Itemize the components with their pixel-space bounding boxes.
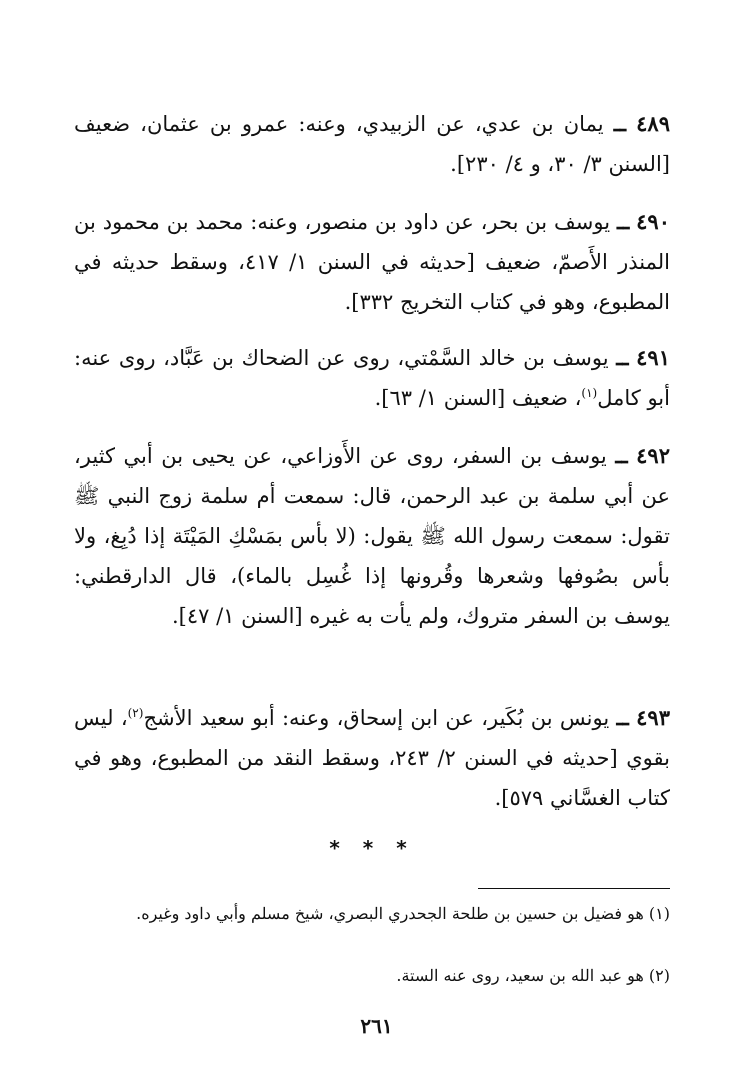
entry-number: ٤٩٢ xyxy=(636,443,670,468)
entry-number: ٤٨٩ xyxy=(636,111,670,136)
entry-text-tail: ، ضعيف [السنن ١/ ٦٣]. xyxy=(374,386,582,410)
footnote-ref[interactable]: (٢) xyxy=(127,706,144,720)
entry-text-tail: ، ليس بقوي [حديثه في السنن ٢/ ٢٤٣، وسقط النقد من المطبوع، وهو في كتاب الغسَّاني ٥٧٩]. xyxy=(74,706,670,810)
footnote-marker: (٢) xyxy=(648,966,670,985)
entry-dash: ــ xyxy=(613,111,627,136)
entry-492 xyxy=(74,436,670,636)
entry-dash: ــ xyxy=(616,345,629,370)
entry-text: يمان بن عدي، عن الزبيدي، وعنه: عمرو بن عثمان، ضعيف [السنن ٣/ ٣٠، و ٤/ ٢٣٠]. xyxy=(74,112,670,176)
footnote-ref[interactable]: (١) xyxy=(581,386,598,400)
entry-text: يونس بن بُكَير، عن ابن إسحاق، وعنه: أبو سعيد الأشج xyxy=(143,706,610,730)
entry-number: ٤٩١ xyxy=(636,345,670,370)
footnote-text: هو عبد الله بن سعيد، روى عنه الستة. xyxy=(396,966,644,985)
footnote-divider xyxy=(478,888,670,889)
entry-text: يوسف بن السفر، روى عن الأَوزاعي، عن يحيى بن أبي كثير، عن أبي سلمة بن عبد الرحمن، قال: سمعت أم سلمة زوج النبي ﷺ تقول: سمعت رسول الله ﷺ يقول: (لا بأس بمَسْكِ المَيْتَة إذا دُبِغ، ولا بأس بصُوفها وشعرها وقُرونها إذا غُسِل بالماء)، قال الدارقطني: يوسف بن السفر متروك، ولم يأت به غيره [السنن ١/ ٤٧]. xyxy=(74,444,670,628)
entry-493 xyxy=(74,698,670,818)
entry-dash: ــ xyxy=(615,443,628,468)
footnote-1 xyxy=(74,898,670,929)
section-separator: * * * xyxy=(329,836,415,860)
entry-text: يوسف بن بحر، عن داود بن منصور، وعنه: محمد بن محمود بن المنذر الأَصمّ، ضعيف [حديثه في السنن ١/ ٤١٧، وسقط حديثه في المطبوع، وهو في كتاب التخريج ٣٣٢]. xyxy=(74,210,670,314)
footnote-text: هو فضيل بن حسين بن طلحة الجحدري البصري، شيخ مسلم وأبي داود وغيره. xyxy=(136,904,644,923)
entry-489 xyxy=(74,104,670,184)
entry-491 xyxy=(74,338,670,418)
entry-490 xyxy=(74,202,670,322)
entry-number: ٤٩٣ xyxy=(636,705,670,730)
entry-text: يوسف بن خالد السَّمْتي، روى عن الضحاك بن عَبَّاد، روى عنه: أبو كامل xyxy=(74,346,670,410)
footnote-marker: (١) xyxy=(648,904,670,923)
entry-dash: ــ xyxy=(616,705,629,730)
page-number: ٢٦١ xyxy=(360,1014,393,1038)
entry-dash: ــ xyxy=(616,209,630,234)
footnote-2 xyxy=(74,960,670,991)
entry-number: ٤٩٠ xyxy=(636,209,670,234)
